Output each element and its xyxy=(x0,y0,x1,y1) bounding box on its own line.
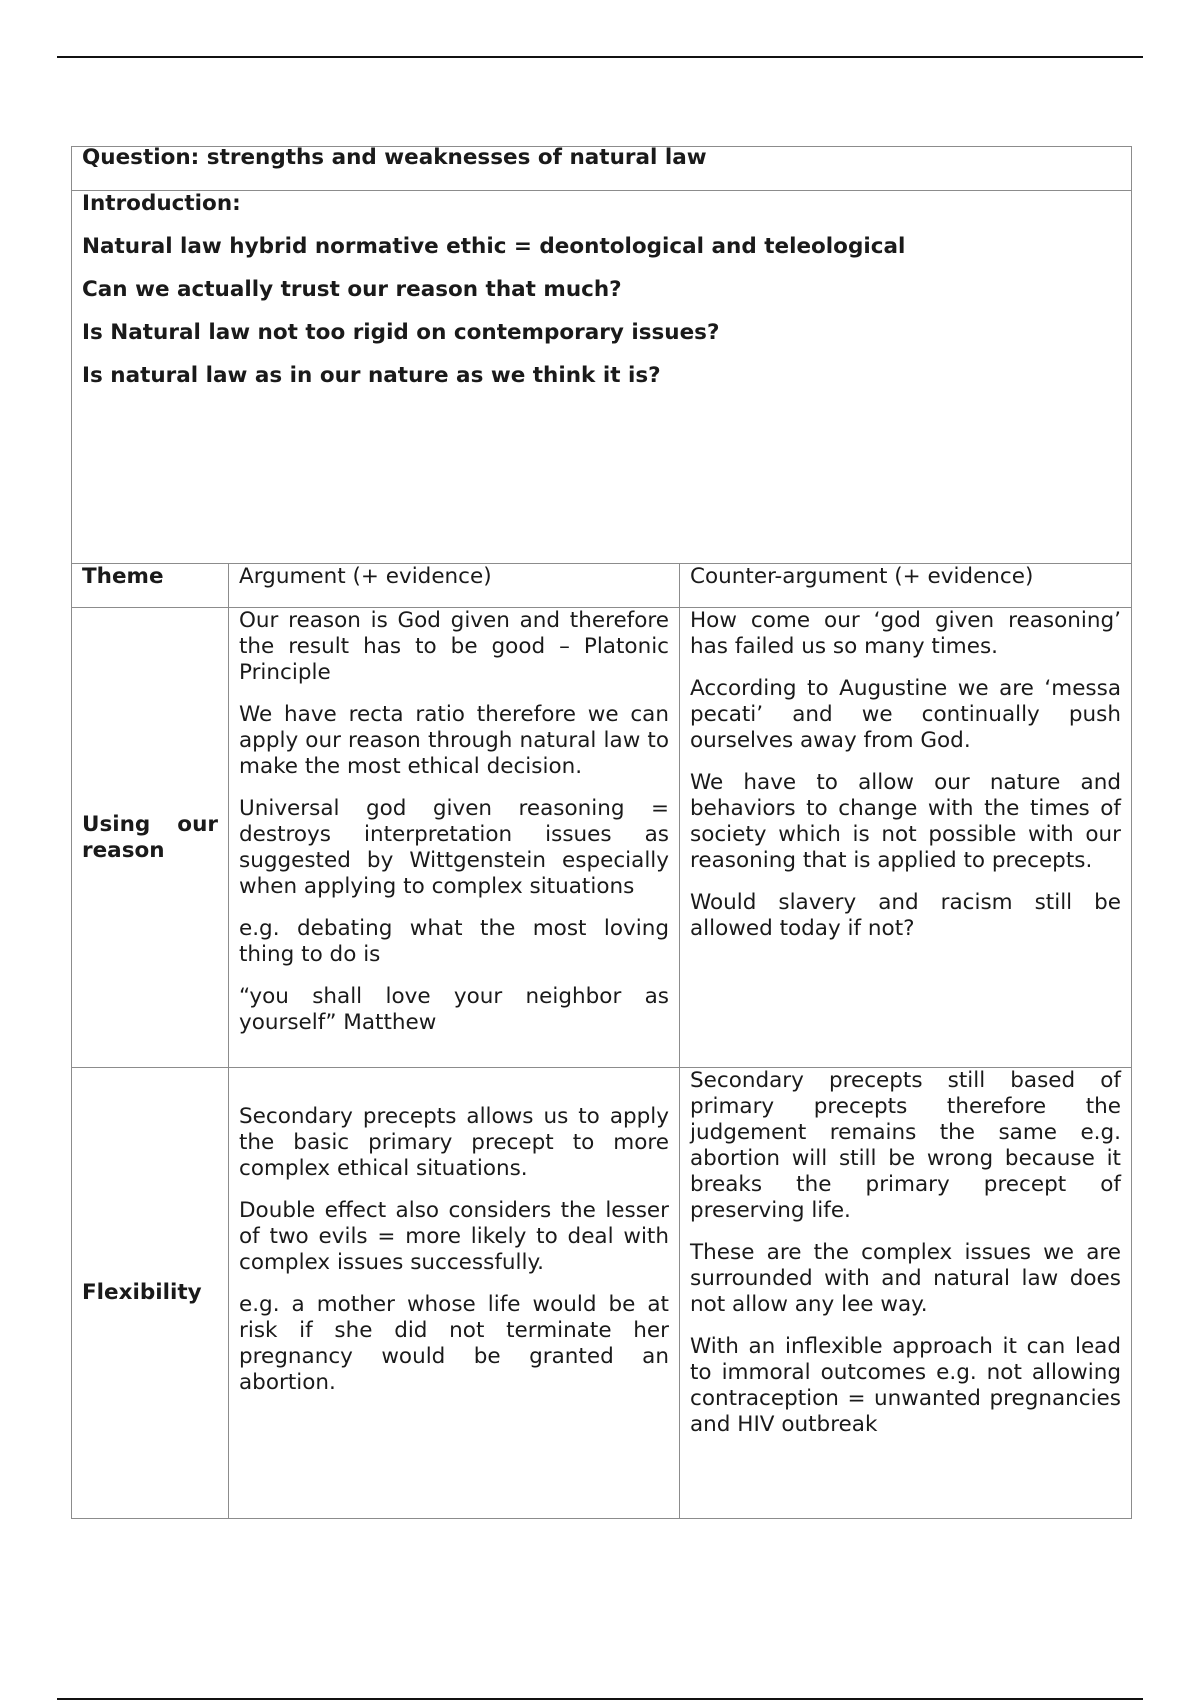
counter-point: According to Augustine we are ‘messa pecati’ and we continually push ourselves away from God. xyxy=(690,676,1121,753)
theme-using-our-reason: Using our reason xyxy=(72,608,229,1068)
argument-point: Double effect also considers the lesser of two evils = more likely to deal with complex issues successfully. xyxy=(239,1198,669,1275)
counter-cell-reason xyxy=(680,608,1131,1068)
argument-point: e.g. debating what the most loving thing to do is xyxy=(239,916,669,967)
question-text: Question: strengths and weaknesses of natural law xyxy=(82,145,707,170)
intro-point: Is natural law as in our nature as we think it is? xyxy=(82,363,661,388)
counter-point: How come our ‘god given reasoning’ has failed us so many times. xyxy=(690,608,1121,659)
essay-plan-table xyxy=(71,146,1132,1519)
header-theme: Theme xyxy=(72,564,229,608)
header-counter-argument: Counter-argument (+ evidence) xyxy=(680,564,1131,608)
introduction-section xyxy=(72,191,1131,564)
counter-point: These are the complex issues we are surrounded with and natural law does not allow any lee way. xyxy=(690,1240,1121,1317)
argument-point: Our reason is God given and therefore the result has to be good – Platonic Principle xyxy=(239,608,669,685)
header-argument: Argument (+ evidence) xyxy=(229,564,680,608)
argument-point: Secondary precepts allows us to apply the basic primary precept to more complex ethical situations. xyxy=(239,1104,669,1181)
counter-point: Would slavery and racism still be allowed today if not? xyxy=(690,890,1121,941)
counter-point: Secondary precepts still based of primary precepts therefore the judgement remains the same e.g. abortion will still be wrong because it breaks the primary precept of preserving life. xyxy=(690,1068,1121,1223)
counter-point: With an inflexible approach it can lead to immoral outcomes e.g. not allowing contraception = unwanted pregnancies and HIV outbreak xyxy=(690,1334,1121,1437)
question-row xyxy=(72,147,1131,191)
counter-cell-flexibility xyxy=(680,1068,1131,1518)
theme-flexibility: Flexibility xyxy=(72,1068,229,1518)
argument-point: e.g. a mother whose life would be at risk if she did not terminate her pregnancy would be granted an abortion. xyxy=(239,1292,669,1395)
argument-cell-reason xyxy=(229,608,680,1068)
intro-point: Can we actually trust our reason that much? xyxy=(82,277,622,302)
header-rule xyxy=(57,56,1143,58)
argument-cell-flexibility xyxy=(229,1068,680,1518)
argument-grid xyxy=(72,564,1131,1518)
introduction-label: Introduction: xyxy=(82,191,241,216)
argument-point: We have recta ratio therefore we can apply our reason through natural law to make the most ethical decision. xyxy=(239,702,669,779)
counter-point: We have to allow our nature and behaviors to change with the times of society which is not possible with our reasoning that is applied to precepts. xyxy=(690,770,1121,873)
intro-point: Is Natural law not too rigid on contemporary issues? xyxy=(82,320,720,345)
argument-point: Universal god given reasoning = destroys interpretation issues as suggested by Wittgenstein especially when applying to complex situations xyxy=(239,796,669,899)
argument-point: “you shall love your neighbor as yourself” Matthew xyxy=(239,984,669,1035)
intro-point: Natural law hybrid normative ethic = deontological and teleological xyxy=(82,234,906,259)
